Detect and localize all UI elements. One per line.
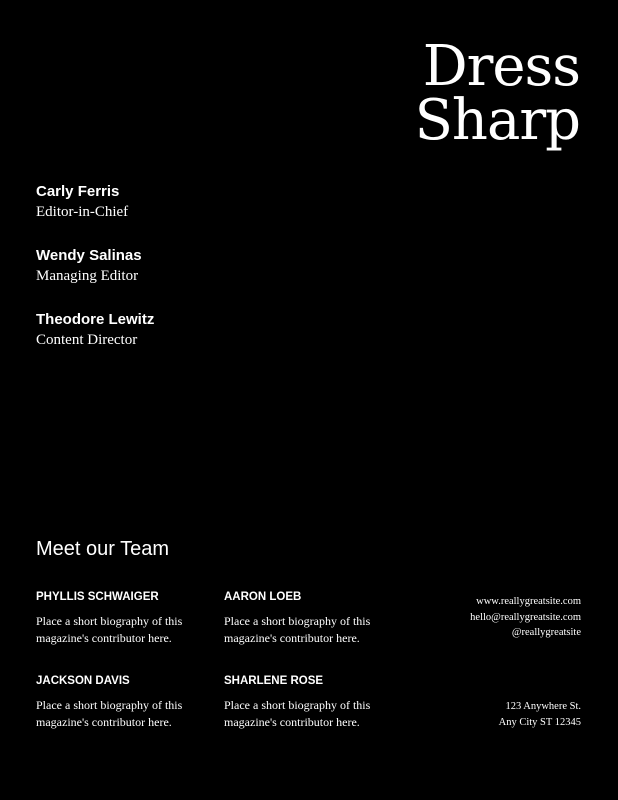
staff-role: Editor-in-Chief — [36, 204, 129, 220]
member-name: PHYLLIS SCHWAIGER — [36, 591, 159, 603]
masthead-entry — [36, 310, 356, 350]
address-line-1: 123 Anywhere St. — [505, 701, 581, 712]
staff-name: Carly Ferris — [36, 183, 120, 200]
contact-address — [499, 699, 581, 730]
email-link[interactable]: hello@reallygreatsite.com — [470, 611, 581, 623]
team-member — [36, 589, 221, 647]
member-name: JACKSON DAVIS — [36, 675, 130, 687]
staff-name: Theodore Lewitz — [36, 311, 155, 328]
title-line-2: Sharp — [414, 88, 580, 153]
title-line-1: Dress — [422, 34, 580, 99]
member-bio: Place a short biography of this magazine's contributor here. — [36, 698, 183, 729]
member-bio: Place a short biography of this magazine's contributor here. — [224, 698, 371, 729]
team-member — [224, 673, 409, 731]
social-handle[interactable]: @reallygreatsite — [511, 627, 581, 638]
team-member — [224, 589, 409, 647]
staff-role: Content Director — [36, 332, 138, 348]
masthead-entry — [36, 246, 356, 286]
member-name: SHARLENE ROSE — [224, 675, 324, 687]
member-bio: Place a short biography of this magazine's contributor here. — [36, 614, 183, 645]
team-heading: Meet our Team — [36, 538, 170, 560]
staff-role: Managing Editor — [36, 268, 139, 284]
address-line-2: Any City ST 12345 — [498, 716, 581, 728]
member-name: AARON LOEB — [224, 591, 302, 603]
team-member — [36, 673, 221, 731]
staff-name: Wendy Salinas — [36, 247, 142, 264]
website-link[interactable]: www.reallygreatsite.com — [476, 596, 581, 607]
member-bio: Place a short biography of this magazine's contributor here. — [224, 614, 371, 645]
magazine-title — [414, 34, 580, 153]
contact-online — [470, 594, 581, 641]
masthead-entry — [36, 182, 356, 222]
masthead-list — [36, 182, 356, 374]
